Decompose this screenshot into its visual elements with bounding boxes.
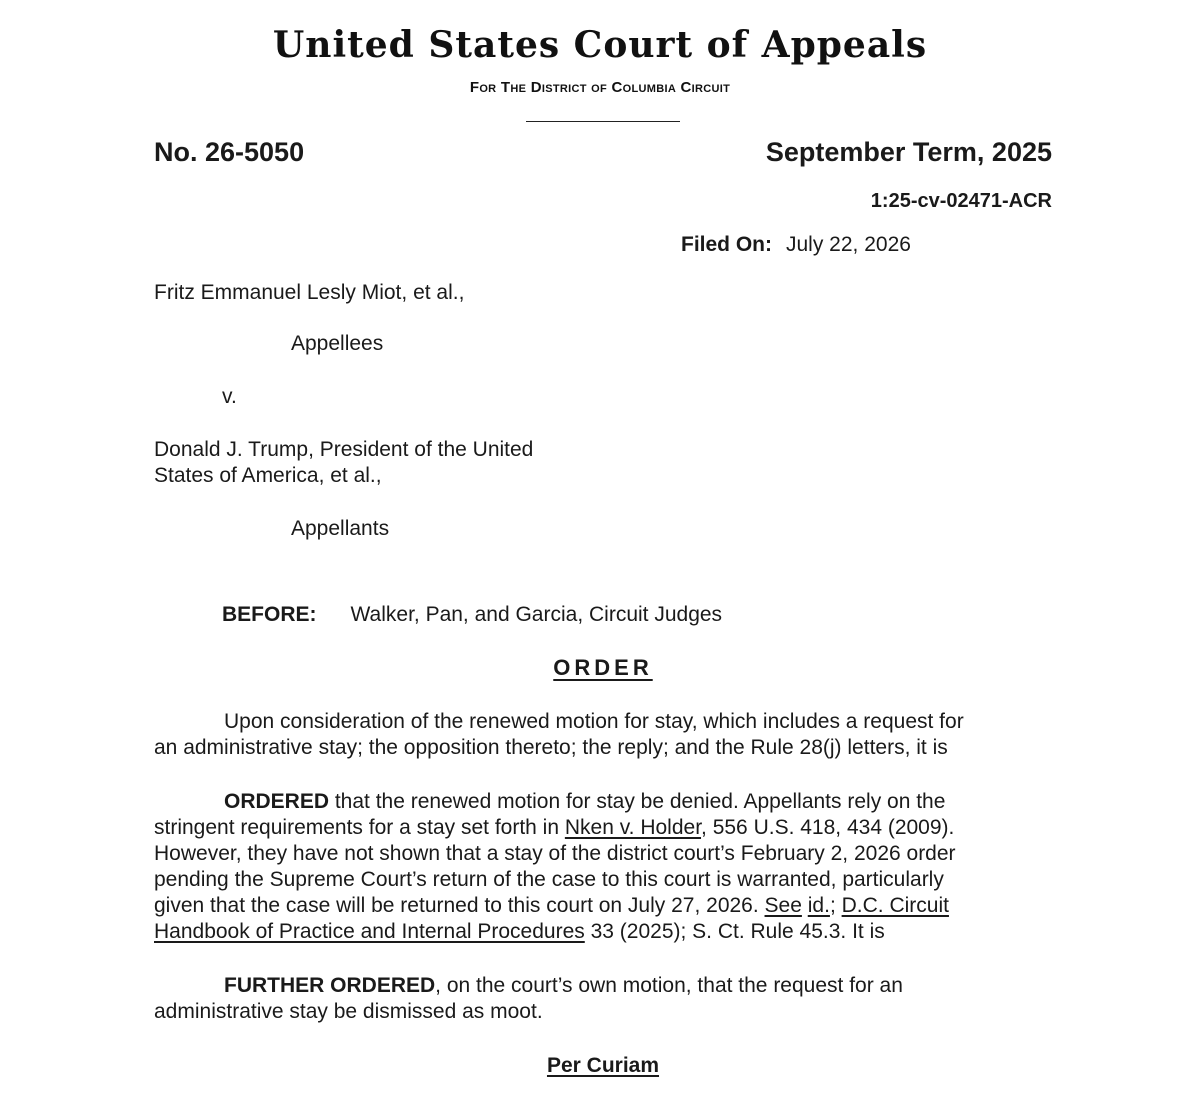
court-term: September Term, 2025 (765, 137, 1052, 167)
panel-label: BEFORE: (222, 603, 317, 626)
circuit-name (0, 79, 1200, 96)
further-text: , on the court’s own motion, that the request for an (435, 974, 903, 997)
ordered-line (154, 789, 1054, 815)
docket-number: 1:25-cv-02471-ACR (870, 190, 1052, 212)
further-line: administrative stay be dismissed as moot. (154, 1000, 543, 1023)
court-name: United States Court of Appeals (272, 24, 928, 66)
header-divider (526, 121, 680, 122)
further-ordered-paragraph (154, 973, 1054, 1025)
appellants-role: Appellants (291, 517, 390, 540)
appellees-name: Fritz Emmanuel Lesly Miot, et al., (154, 281, 465, 304)
case-citation: Nken v. Holder (564, 816, 702, 839)
appellants-name-line2: States of America, et al., (154, 464, 382, 487)
ordered-text: stringent requirements for a stay set forth in (154, 816, 565, 839)
order-heading: ORDER (553, 655, 653, 680)
ordered-keyword: ORDERED (224, 790, 330, 813)
case-number: No. 26-5050 (154, 137, 305, 167)
ordered-text: , 556 U.S. 418, 434 (2009). (701, 816, 955, 839)
ordered-text: given that the case will be returned to this court on July 27, 2026. (154, 894, 765, 917)
handbook-citation-part2: Handbook of Practice and Internal Procedures (154, 920, 585, 943)
ordered-line (154, 893, 1054, 919)
per-curiam-signature: Per Curiam (546, 1054, 660, 1077)
filed-on (681, 233, 911, 257)
ordered-text: that the renewed motion for stay be denied. Appellants rely on the (329, 790, 946, 813)
further-ordered-keyword: FURTHER ORDERED (224, 974, 436, 997)
panel (222, 602, 722, 628)
appellants-name-line1: Donald J. Trump, President of the United (154, 438, 534, 461)
id-citation: id. (807, 894, 830, 917)
further-line (154, 973, 1054, 999)
ordered-line (154, 919, 1054, 945)
intro-line: Upon consideration of the renewed motion for stay, which includes a request for (224, 710, 964, 733)
appellees-role: Appellees (291, 332, 384, 355)
panel-judges: Walker, Pan, and Garcia, Circuit Judges (350, 603, 723, 626)
see-signal: See (764, 894, 802, 917)
order-intro (154, 709, 1054, 761)
intro-line: an administrative stay; the opposition thereto; the reply; and the Rule 28(j) letters, it is (154, 736, 948, 759)
filed-label: Filed On: (681, 233, 772, 256)
ordered-line: pending the Supreme Court’s return of the case to this court is warranted, particularly (154, 868, 944, 891)
ordered-text: 33 (2025); S. Ct. Rule 45.3. It is (584, 920, 885, 943)
ordered-line (154, 815, 1054, 841)
ordered-paragraph (154, 789, 1054, 945)
filed-date: July 22, 2026 (786, 233, 911, 256)
circuit-name-text: For The District of Columbia Circuit (469, 79, 731, 96)
ordered-text: ; (829, 894, 842, 917)
versus: v. (222, 385, 237, 408)
ordered-line: However, they have not shown that a stay of the district court’s February 2, 2026 order (154, 842, 956, 865)
handbook-citation-part1: D.C. Circuit (841, 894, 949, 917)
